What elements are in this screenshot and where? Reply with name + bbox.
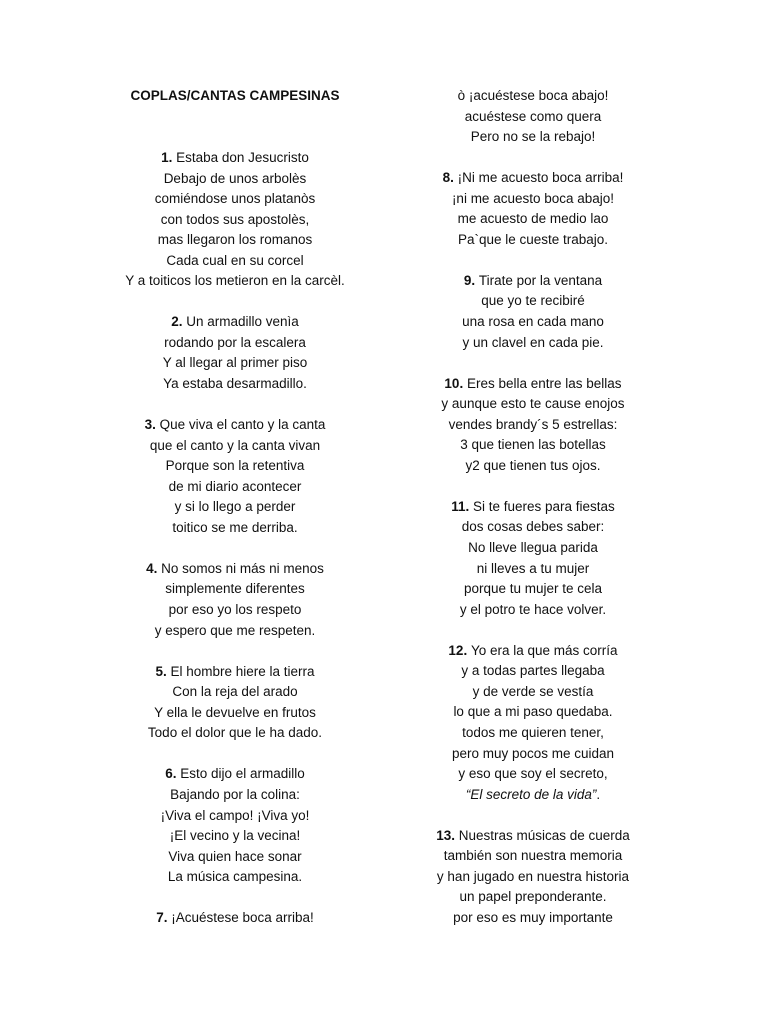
verse-line bbox=[90, 847, 380, 868]
verse-line bbox=[90, 826, 380, 847]
stanza-number: 12. bbox=[448, 642, 468, 658]
verse-text: No lleve llegua parida bbox=[468, 540, 598, 556]
verse-line bbox=[388, 312, 678, 333]
verse-line bbox=[388, 723, 678, 744]
verse-line bbox=[388, 435, 678, 456]
verse-line bbox=[388, 887, 678, 908]
verse-text: y han jugado en nuestra historia bbox=[436, 868, 630, 884]
verse-line bbox=[388, 559, 678, 580]
stanza bbox=[388, 497, 678, 620]
verse-line bbox=[388, 415, 678, 436]
stanza bbox=[388, 826, 678, 929]
verse-line bbox=[90, 764, 380, 785]
verse-line bbox=[90, 867, 380, 888]
verse-text: y el potro te hace volver. bbox=[459, 601, 607, 617]
stanza bbox=[388, 374, 678, 477]
verse-line bbox=[388, 826, 678, 847]
verse-line bbox=[388, 600, 678, 621]
verse-line bbox=[90, 723, 380, 744]
verse-text: y espero que me respeten. bbox=[154, 622, 316, 638]
verse-text: me acuesto de medio lao bbox=[457, 211, 609, 227]
verse-text: ¡El vecino y la vecina! bbox=[169, 828, 301, 844]
verse-text: Eres bella entre las bellas bbox=[466, 375, 622, 391]
verse-line bbox=[388, 374, 678, 395]
italic-quote: “El secreto de la vida” bbox=[465, 786, 597, 802]
verse-line bbox=[388, 291, 678, 312]
verse-text: Viva quien hace sonar bbox=[168, 848, 302, 864]
verse-line bbox=[90, 333, 380, 354]
verse-text: Y a toiticos los metieron en la carcèl. bbox=[125, 273, 345, 289]
verse-line bbox=[90, 785, 380, 806]
stanza bbox=[90, 559, 380, 641]
verse-text: Porque son la retentiva bbox=[165, 458, 305, 474]
verse-line bbox=[388, 456, 678, 477]
stanza bbox=[90, 415, 380, 538]
verse-line bbox=[388, 86, 678, 107]
verse-line bbox=[90, 456, 380, 477]
verse-text: Cada cual en su corcel bbox=[166, 252, 304, 268]
stanza-number: 10. bbox=[444, 375, 464, 391]
verse-text: Pa`que le cueste trabajo. bbox=[457, 231, 609, 247]
verse-line bbox=[388, 538, 678, 559]
stanza-number: 3. bbox=[144, 417, 156, 433]
verse-text: Estaba don Jesucristo bbox=[176, 150, 309, 165]
stanza bbox=[90, 764, 380, 887]
verse-line bbox=[388, 517, 678, 538]
verse-text: Pero no se la rebajo! bbox=[470, 129, 596, 145]
verse-line bbox=[388, 867, 678, 888]
stanza-number: 6. bbox=[165, 766, 177, 782]
verse-text: rodando por la escalera bbox=[164, 334, 306, 350]
verse-line bbox=[388, 702, 678, 723]
stanza bbox=[388, 271, 678, 353]
verse-line bbox=[90, 477, 380, 498]
verse-text: Que viva el canto y la canta bbox=[159, 417, 326, 433]
right-column bbox=[388, 0, 678, 949]
stanza bbox=[90, 148, 380, 292]
verse-line bbox=[90, 169, 380, 190]
verse-text: lo que a mi paso quedaba. bbox=[453, 704, 613, 720]
verse-text: que el canto y la canta vivan bbox=[149, 437, 321, 453]
stanza bbox=[90, 662, 380, 744]
left-column bbox=[90, 0, 380, 949]
verse-line bbox=[90, 210, 380, 231]
verse-text: ¡Ni me acuesto boca arriba! bbox=[457, 170, 624, 186]
verse-text: El hombre hiere la tierra bbox=[170, 663, 315, 679]
verse-text: vendes brandy´s 5 estrellas: bbox=[448, 416, 618, 432]
verse-text: también son nuestra memoria bbox=[443, 848, 623, 864]
verse-line bbox=[388, 168, 678, 189]
verse-text: dos cosas debes saber: bbox=[461, 519, 605, 535]
verse-line bbox=[388, 846, 678, 867]
verse-text: y si lo llego a perder bbox=[174, 499, 296, 515]
verse-text: La música campesina. bbox=[167, 869, 303, 885]
verse-line bbox=[388, 107, 678, 128]
verse-line bbox=[90, 312, 380, 333]
verse-text: Y al llegar al primer piso bbox=[162, 355, 308, 371]
verse-text: y de verde se vestía bbox=[472, 683, 594, 699]
verse-line bbox=[90, 189, 380, 210]
verse-text: y a todas partes llegaba bbox=[461, 663, 605, 679]
verse-line bbox=[388, 661, 678, 682]
stanza bbox=[388, 168, 678, 250]
verse-line bbox=[388, 908, 678, 929]
verse-text: Yo era la que más corría bbox=[470, 642, 618, 658]
verse-line bbox=[90, 579, 380, 600]
verse-line bbox=[388, 641, 678, 662]
verse-line bbox=[90, 621, 380, 642]
verse-text: toitico se me derriba. bbox=[172, 519, 298, 535]
verse-text: y eso que soy el secreto, bbox=[458, 766, 608, 782]
verse-text: un papel preponderante. bbox=[459, 889, 607, 905]
verse-text: Un armadillo venìa bbox=[186, 314, 299, 330]
verse-line bbox=[90, 353, 380, 374]
verse-text: con todos sus apostolès, bbox=[160, 211, 310, 227]
verse-line bbox=[90, 703, 380, 724]
verse-text: Y ella le devuelve en frutos bbox=[154, 704, 316, 720]
verse-text: Ya estaba desarmadillo. bbox=[163, 376, 307, 392]
verse-text: ò ¡acuéstese boca abajo! bbox=[457, 88, 609, 103]
verse-text: ¡Acuéstese boca arriba! bbox=[171, 910, 314, 926]
verse-line bbox=[90, 230, 380, 251]
verse-line bbox=[388, 682, 678, 703]
stanza-number: 11. bbox=[451, 498, 470, 514]
verse-text: Si te fueres para fiestas bbox=[472, 498, 615, 514]
verse-line bbox=[388, 209, 678, 230]
stanza bbox=[388, 86, 678, 148]
stanza-number: 4. bbox=[146, 560, 158, 576]
stanza-number: 1. bbox=[161, 150, 173, 165]
verse-text: de mi diario acontecer bbox=[168, 478, 302, 494]
verse-text: acuéstese como quera bbox=[464, 108, 602, 124]
verse-line bbox=[388, 230, 678, 251]
stanza-number: 2. bbox=[171, 314, 183, 330]
verse-line bbox=[90, 662, 380, 683]
verse-line bbox=[388, 744, 678, 765]
verse-line bbox=[90, 559, 380, 580]
verse-text: Bajando por la colina: bbox=[170, 786, 300, 802]
verse-text: Con la reja del arado bbox=[172, 684, 298, 700]
verse-line bbox=[388, 271, 678, 292]
verse-text: y un clavel en cada pie. bbox=[462, 334, 604, 350]
verse-text: una rosa en cada mano bbox=[462, 314, 604, 330]
verse-line bbox=[90, 415, 380, 436]
verse-line bbox=[90, 682, 380, 703]
verse-text: por eso es muy importante bbox=[453, 909, 613, 925]
verse-text: No somos ni más ni menos bbox=[161, 560, 324, 576]
verse-line bbox=[90, 908, 380, 929]
verse-text: ¡Viva el campo! ¡Viva yo! bbox=[160, 807, 310, 823]
verse-line bbox=[90, 436, 380, 457]
verse-text: simplemente diferentes bbox=[165, 581, 305, 597]
verse-line bbox=[388, 785, 678, 806]
verse-line bbox=[388, 333, 678, 354]
stanza-number: 9. bbox=[463, 272, 476, 288]
verse-text: mas llegaron los romanos bbox=[157, 232, 313, 248]
verse-text: pero muy pocos me cuidan bbox=[451, 745, 615, 761]
verse-line bbox=[90, 600, 380, 621]
verse-line bbox=[388, 127, 678, 148]
verse-text: Tirate por la ventana bbox=[478, 272, 603, 288]
verse-text: Nuestras músicas de cuerda bbox=[458, 827, 630, 843]
verse-text: y aunque esto te cause enojos bbox=[441, 396, 625, 412]
verse-text: ni lleves a tu mujer bbox=[476, 560, 590, 576]
stanza bbox=[388, 641, 678, 805]
stanza bbox=[90, 908, 380, 929]
verse-text: y2 que tienen tus ojos. bbox=[465, 457, 601, 473]
stanza bbox=[90, 312, 380, 394]
verse-line bbox=[90, 518, 380, 539]
stanza-number: 7. bbox=[156, 910, 168, 926]
verse-text: por eso yo los respeto bbox=[168, 602, 302, 618]
page-title: COPLAS/CANTAS CAMPESINAS bbox=[130, 88, 340, 103]
verse-line bbox=[388, 189, 678, 210]
verse-line bbox=[90, 251, 380, 272]
verse-line bbox=[90, 271, 380, 292]
verse-line bbox=[90, 148, 380, 169]
verse-text: Esto dijo el armadillo bbox=[180, 766, 305, 782]
verse-text: comiéndose unos platanòs bbox=[154, 191, 316, 207]
verse-line bbox=[388, 764, 678, 785]
verse-line bbox=[388, 579, 678, 600]
verse-text: Todo el dolor que le ha dado. bbox=[147, 725, 323, 741]
verse-punctuation: . bbox=[596, 786, 601, 802]
verse-line bbox=[90, 806, 380, 827]
verse-text: Debajo de unos arbolès bbox=[163, 170, 307, 186]
verse-text: porque tu mujer te cela bbox=[463, 581, 603, 597]
verse-text: ¡ni me acuesto boca abajo! bbox=[451, 190, 615, 206]
stanza-number: 8. bbox=[442, 170, 454, 186]
verse-text: 3 que tienen las botellas bbox=[460, 437, 606, 453]
stanza-number: 5. bbox=[155, 663, 167, 679]
verse-text: todos me quieren tener, bbox=[462, 724, 604, 740]
verse-line bbox=[90, 374, 380, 395]
verse-text: que yo te recibiré bbox=[481, 293, 585, 309]
stanza-number: 13. bbox=[436, 827, 455, 843]
verse-line bbox=[388, 497, 678, 518]
verse-line bbox=[388, 394, 678, 415]
verse-line bbox=[90, 497, 380, 518]
